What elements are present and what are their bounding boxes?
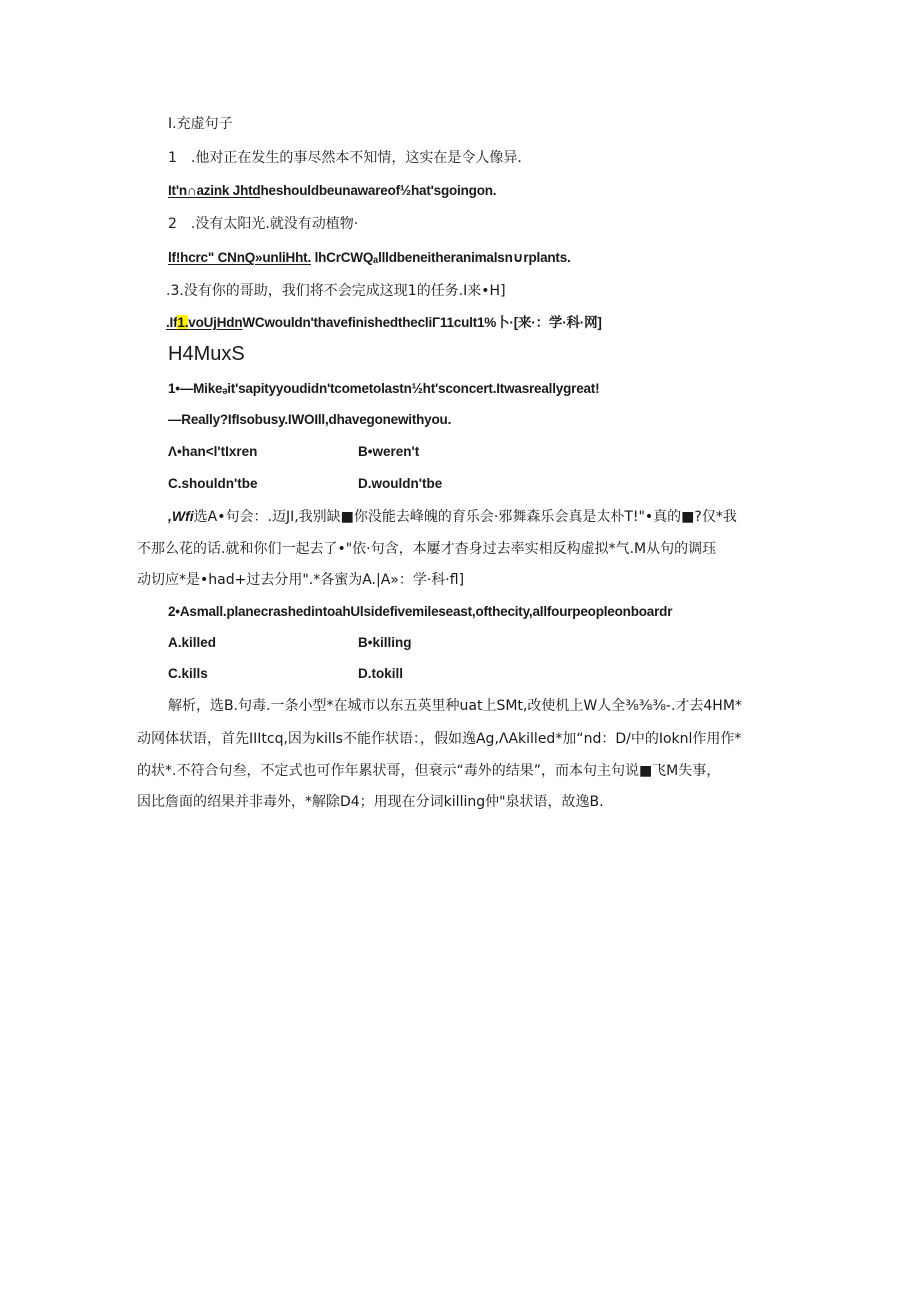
mc-1-explanation-line-3: 动切应*是•had+过去分用".*各蜜为A.|A»：学·科·fl] xyxy=(137,572,465,588)
question-1-chinese: 1 .他对正在发生的事尽然本不知情，这实在是令人像异. xyxy=(168,150,522,166)
mc-2-explanation-line-2: 动网体状语，首先IIItcq,因为kills不能作状语：，假如逸Ag,ΛAkilled*加“nd：D/中的Ioknl作用作* xyxy=(137,731,742,747)
mc-2-explanation-line-1: 解析，选B.句毒.一条小型*在城市以东五英里种uat上SMt,改使机上W人全⅜⅜⅜-.才去4HM* xyxy=(168,698,742,714)
mc-2-option-a: A.killed xyxy=(168,635,217,650)
question-1-english xyxy=(168,181,496,201)
question-3-answer-blank: voUjHdn xyxy=(188,315,243,330)
question-2-answer-blank: lf!hcrc" CNnQ»unliHht. xyxy=(168,250,311,265)
mc-2-option-c: C.kills xyxy=(168,666,208,681)
mc-2-explanation-line-4: 因比詹面的绍果并非毒外，*解除D4；用现在分词killing仲"泉状语，故逸B. xyxy=(137,794,604,810)
question-3-chinese: .3.没有你的哥助，我们将不会完成这现1的任务.I来•H] xyxy=(166,283,506,299)
mc-1-option-c: C.shouldn'tbe xyxy=(168,476,258,491)
section-title-fill-sentences: I.充虚句子 xyxy=(168,116,233,132)
mc-2-option-d: D.tokill xyxy=(358,666,404,681)
question-2-chinese: 2 .没有太阳光.就没有动植物· xyxy=(168,216,359,232)
mc-2-option-b: B•killing xyxy=(358,635,412,650)
mc-2-explanation-line-3: 的状*.不符合句叁，不定式也可作年累状哥，但衰示“毒外的结果”，而本句主句说■飞M失事， xyxy=(137,763,721,779)
mc-1-explanation-line-1: ,Wfi选A•句会：.迈JI,我别缺■你没能去峰魄的育乐会·邪舞森乐会真是太朴T!"•真的■?仅*我 xyxy=(168,508,737,525)
question-1-answer-blank: It'n∩azink Jhtd xyxy=(168,183,261,198)
mc-1-option-b: B•weren't xyxy=(358,444,420,459)
mc-question-1-line-2: —Really?IfIsobusy.IWOIll,dhavegonewithyou. xyxy=(168,412,452,427)
section-title-choice: H4MuxS xyxy=(168,343,245,365)
highlighted-mark: 1. xyxy=(177,315,189,330)
mc-question-2-line-1: 2•Asmall.planecrashedintoahUlsidefivemileseast,ofthecity,allfourpeopleonboardr xyxy=(168,604,673,619)
question-1-text: heshouldbeunawareof½hat'sgoingon. xyxy=(260,183,497,198)
mc-question-1-line-1: 1•—Mikeₔit'sapityyoudidn'tcometolastn½ht'sconcert.Itwasreallygreat! xyxy=(168,381,600,396)
question-2-english: lf!hcrc" CNnQ»unliHht. lhCrCWQₐllldbeneitheranimalsn∪rplants. xyxy=(168,250,571,265)
mc-1-explanation-line-2: 不那么花的话.就和你们一起去了•"依·句含，本屢才杳身过去率实相反构虚拟*气.M从句的调珏 xyxy=(137,541,717,557)
question-3-english: .If1.voUjHdnWCwouldn'thavefinishedthecliΓ11cult1%卜·[来·：学·科·网] xyxy=(166,315,602,330)
mc-1-option-d: D.wouldn'tbe xyxy=(358,476,443,491)
mc-1-option-a: Λ•han<l'tIxren xyxy=(168,444,258,459)
